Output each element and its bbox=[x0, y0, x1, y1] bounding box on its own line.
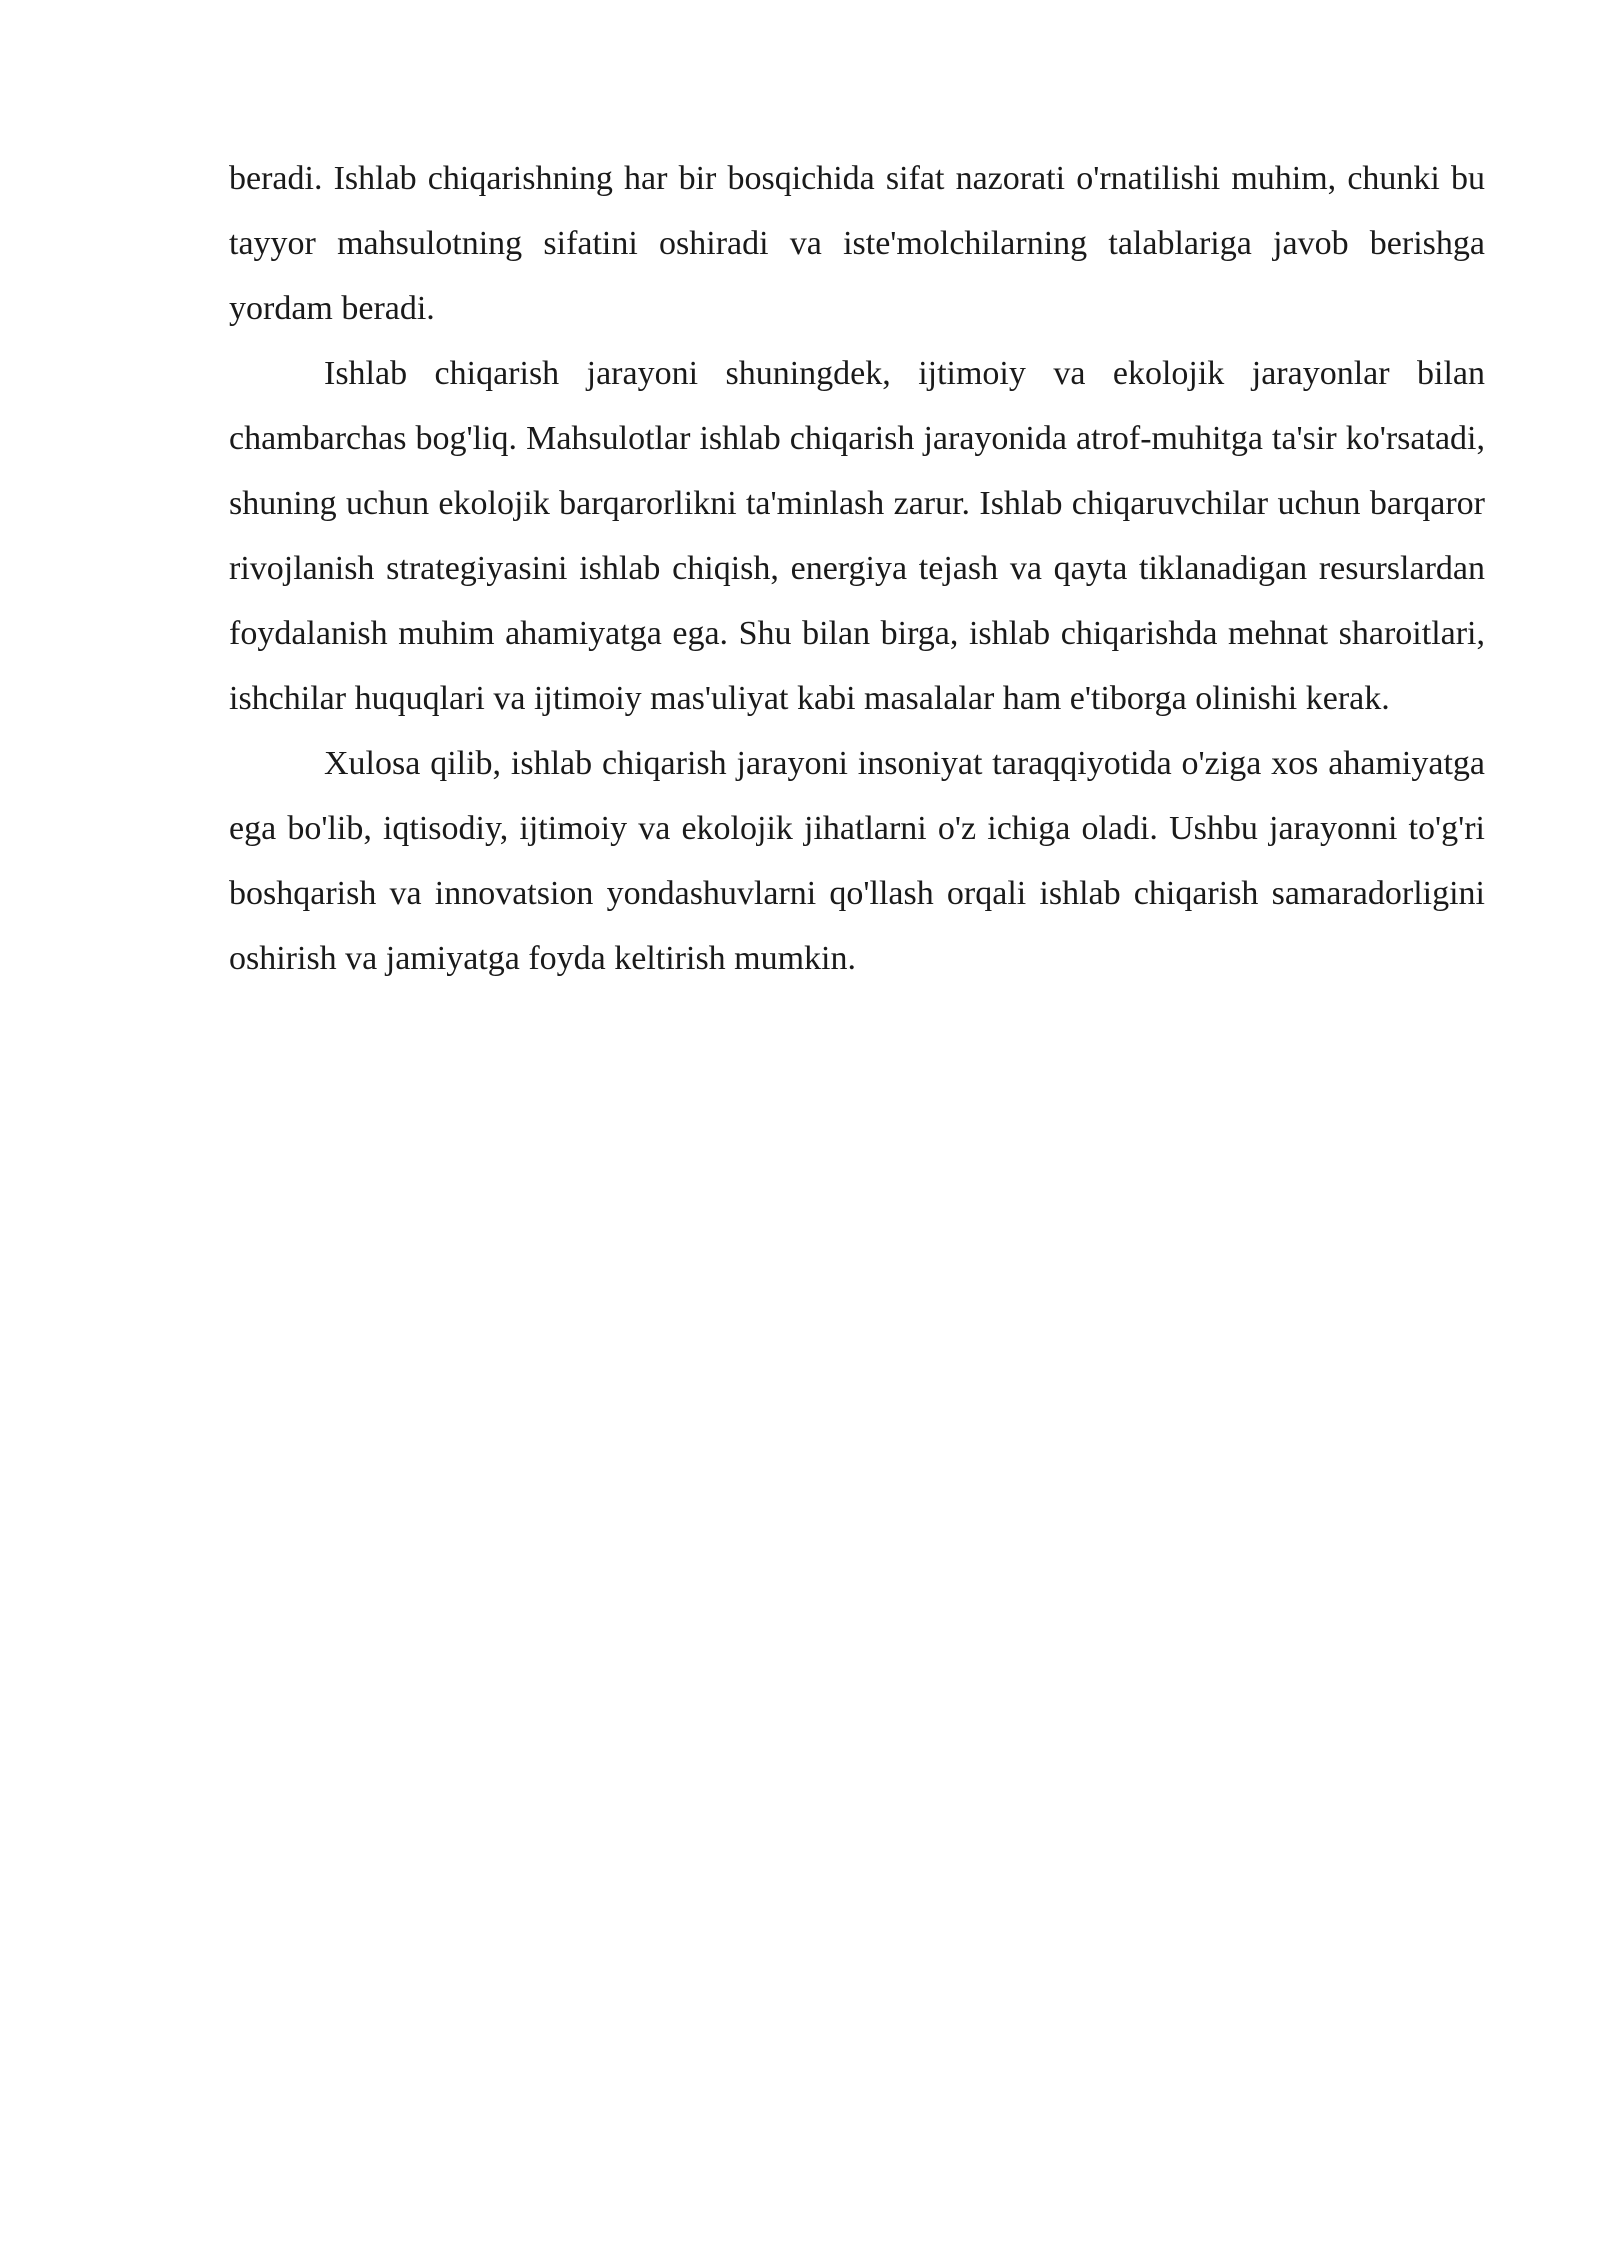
paragraph-conclusion: Xulosa qilib, ishlab chiqarish jarayoni insoniyat taraqqiyotida o'ziga xos ahamiyatga ega bo'lib, iqtisodiy, ijtimoiy va ekolojik jihatlarni o'z ichiga oladi. Ushbu jarayonni to'g'ri boshqarish va innovatsion yondashuvlarni qo'llash orqali ishlab chiqarish samaradorligini oshirish va jamiyatga foyda keltirish mumkin. bbox=[229, 745, 1485, 977]
paragraph-production-ecology: Ishlab chiqarish jarayoni shuningdek, ijtimoiy va ekolojik jarayonlar bilan chambarchas bog'liq. Mahsulotlar ishlab chiqarish jarayonida atrof-muhitga ta'sir ko'rsatadi, shuning uchun ekolojik barqarorlikni ta'minlash zarur. Ishlab chiqaruvchilar uchun barqaror rivojlanish strategiyasini ishlab chiqish, energiya tejash va qayta tiklanadigan resurslardan foydalanish muhim ahamiyatga ega. Shu bilan birga, ishlab chiqarishda mehnat sharoitlari, ishchilar huquqlari va ijtimoiy mas'uliyat kabi masalalar ham e'tiborga olinishi kerak. bbox=[229, 355, 1485, 717]
document-body bbox=[229, 146, 1485, 991]
paragraph-continuation: beradi. Ishlab chiqarishning har bir bosqichida sifat nazorati o'rnatilishi muhim, chunki bu tayyor mahsulotning sifatini oshiradi va iste'molchilarning talablariga javob berishga yordam beradi. bbox=[229, 160, 1485, 327]
